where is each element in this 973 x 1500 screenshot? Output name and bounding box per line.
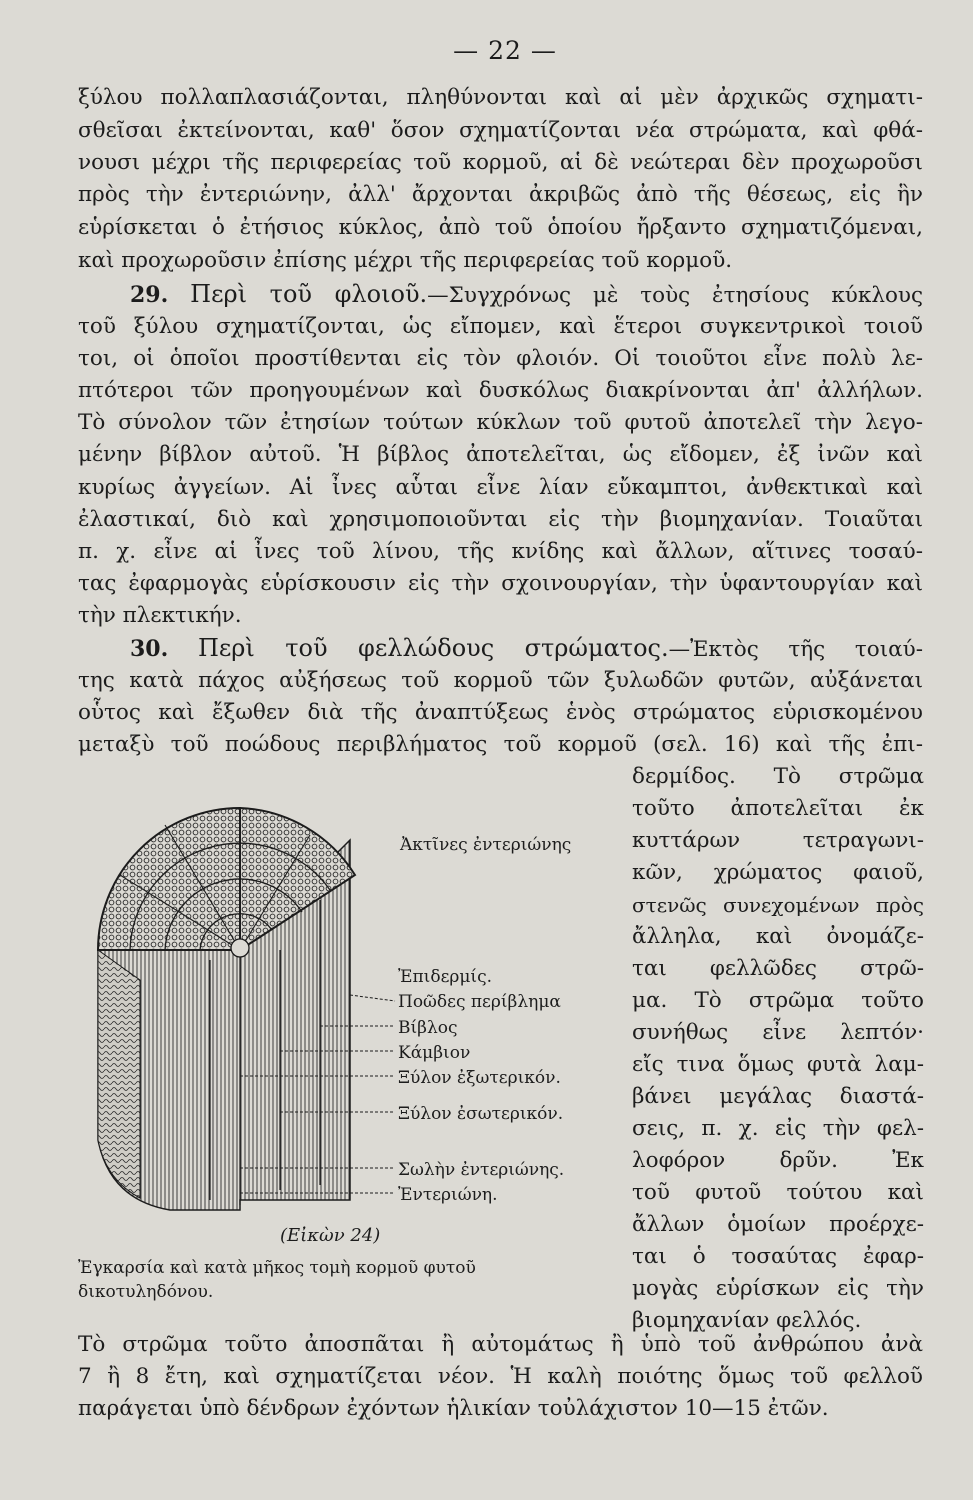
body-line: μεταξὺ τοῦ ποώδους περιβλήματος τοῦ κορμοῦ (σελ. 16) καὶ τῆς ἐπι- [78,732,923,757]
narrow-line: μα. Τὸ στρῶμα τοῦτο [632,988,924,1013]
narrow-line: ἄλλων ὁμοίων προέρχε- [632,1212,924,1237]
section-30-title: Περὶ τοῦ φελλώδους στρώματος. [197,634,669,662]
figure-caption-line-1: Ἐγκαρσία καὶ κατὰ μῆκος τομὴ κορμοῦ φυτοῦ [78,1258,476,1278]
label-bast: Βίβλος [398,1018,458,1038]
narrow-line: εἴς τινα ὅμως φυτὰ λαμ- [632,1052,924,1077]
figure-caption-line-2: δικοτυληδόνου. [78,1282,214,1302]
narrow-line: στενῶς συνεχομένων πρὸς [632,893,924,917]
body-line: νουσι μέχρι τῆς περιφερείας τοῦ κορμοῦ, αἱ δὲ νεώτεραι δὲν προχωροῦσι [78,150,923,175]
body-line: 7 ἢ 8 ἔτη, καὶ σχηματίζεται νέον. Ἡ καλὴ ποιότης ὅμως τοῦ φελλοῦ [78,1364,923,1389]
narrow-line: λοφόρον δρῦν. Ἐκ [632,1148,924,1173]
body-line: Τὸ σύνολον τῶν ἐτησίων τούτων κύκλων τοῦ φυτοῦ ἀποτελεῖ τὴν λεγο- [78,410,923,435]
body-line: Τὸ στρῶμα τοῦτο ἀποσπᾶται ἢ αὐτομάτως ἢ ὑπὸ τοῦ ἀνθρώπου ἀνὰ [78,1332,923,1357]
body-line: τοῦ ξύλου σχηματίζονται, ὡς εἴπομεν, καὶ ἕτεροι συγκεντρικοὶ τοιοῦ [78,314,923,339]
body-line: εὑρίσκεται ὁ ἐτήσιος κύκλος, ἀπὸ τοῦ ὁποίου ἤρξαντο σχηματιζόμεναι, [78,215,923,240]
section-29-number: 29. [130,282,169,308]
label-inner-wood: Ξύλον ἐσωτερικόν. [398,1104,564,1124]
narrow-line: ται φελλῶδες στρῶ- [632,956,924,981]
body-line: μένην βίβλον αὐτοῦ. Ἡ βίβλος ἀποτελεῖται, ὡς εἴδομεν, ἐξ ἰνῶν καὶ [78,442,923,467]
body-line: τοι, οἱ ὁποῖοι προστίθενται εἰς τὸν φλοιόν. Οἱ τοιοῦτοι εἶνε πολὺ λε- [78,346,923,371]
label-epidermis: Ἐπιδερμίς. [398,967,493,987]
label-pith: Ἐντεριώνη. [398,1185,498,1205]
section-30-number: 30. [130,636,169,662]
body-line: τας ἐφαρμογὰς εὑρίσκουσιν εἰς τὴν σχοινουργίαν, τὴν ὑφαντουργίαν καὶ [78,571,923,596]
narrow-line: βιομηχανίαν φελλός. [632,1308,862,1333]
narrow-line: δερμίδος. Τὸ στρῶμα [632,764,924,789]
narrow-line: ἄλληλα, καὶ ὀνομάζε- [632,924,924,949]
label-pith-tube: Σωλὴν ἐντεριώνης. [398,1160,565,1180]
body-line: της κατὰ πάχος αὐξήσεως τοῦ κορμοῦ τῶν ξυλωδῶν φυτῶν, αὐξάνεται [78,668,923,693]
label-cortex: Ποῶδες περίβλημα [398,992,561,1012]
narrow-line: κῶν, χρώματος φαιοῦ, [632,860,924,885]
body-line: τὴν πλεκτικήν. [78,603,242,628]
body-line: π. χ. εἶνε αἱ ἶνες τοῦ λίνου, τῆς κνίδης καὶ ἄλλων, αἵτινες τοσαύ- [78,539,923,564]
body-line: ξύλου πολλαπλασιάζονται, πληθύνονται καὶ αἱ μὲν ἀρχικῶς σχηματι- [78,85,923,110]
body-line: καὶ προχωροῦσιν ἐπίσης μέχρι τῆς περιφερείας τοῦ κορμοῦ. [78,248,733,273]
body-line: πρὸς τὴν ἐντεριώνην, ἀλλ' ἄρχονται ἀκριβῶς ἀπὸ τῆς θέσεως, εἰς ἣν [78,182,923,207]
body-line: κυρίως ἀγγείων. Αἱ ἶνες αὗται εἶνε λίαν εὔκαμπτοι, ἀνθεκτικαὶ καὶ [78,475,923,500]
section-30-first-line: —Ἐκτὸς τῆς τοιαύ- [668,637,923,662]
narrow-line: τοῦ φυτοῦ τούτου καὶ [632,1180,924,1205]
page-number: — 22 — [453,36,557,65]
narrow-line: ται ὁ τοσαύτας ἐφαρ- [632,1244,924,1269]
body-line: ἐλαστικαί, διὸ καὶ χρησιμοποιοῦνται εἰς τὴν βιομηχανίαν. Τοιαῦται [78,507,923,532]
narrow-line: κυττάρων τετραγωνι- [632,828,924,853]
narrow-line: βάνει μεγάλας διαστά- [632,1084,924,1109]
section-29-title: Περὶ τοῦ φλοιοῦ. [190,280,428,308]
narrow-line: σεις, π. χ. εἰς τὴν φελ- [632,1116,924,1141]
label-rays: Ἀκτῖνες ἐντεριώνης [400,835,572,855]
body-line: οὗτος καὶ ἔξωθεν διὰ τῆς ἀναπτύξεως ἑνὸς στρώματος εὑρισκομένου [78,700,923,725]
narrow-line: τοῦτο ἀποτελεῖται ἐκ [632,796,924,821]
narrow-line: μογὰς εὑρίσκων εἰς τὴν [632,1276,924,1301]
label-outer-wood: Ξύλον ἐξωτερικόν. [398,1068,561,1088]
narrow-line: συνήθως εἶνε λεπτόν· [632,1020,924,1045]
section-29-first-line: —Συγχρόνως μὲ τοὺς ἐτησίους κύκλους [427,283,923,308]
body-line: παράγεται ὑπὸ δένδρων ἐχόντων ἡλικίαν τοὐλάχιστον 10—15 ἐτῶν. [78,1396,829,1421]
label-cambium: Κάμβιον [398,1043,471,1063]
figure-number: (Εἰκὼν 24) [280,1225,381,1246]
body-line: πτότεροι τῶν προηγουμένων καὶ δυσκόλως διακρίνονται ἀπ' ἀλλήλων. [78,378,923,403]
body-line: σθεῖσαι ἐκτείνονται, καθ' ὅσον σχηματίζονται νέα στρώματα, καὶ φθά- [78,118,923,143]
